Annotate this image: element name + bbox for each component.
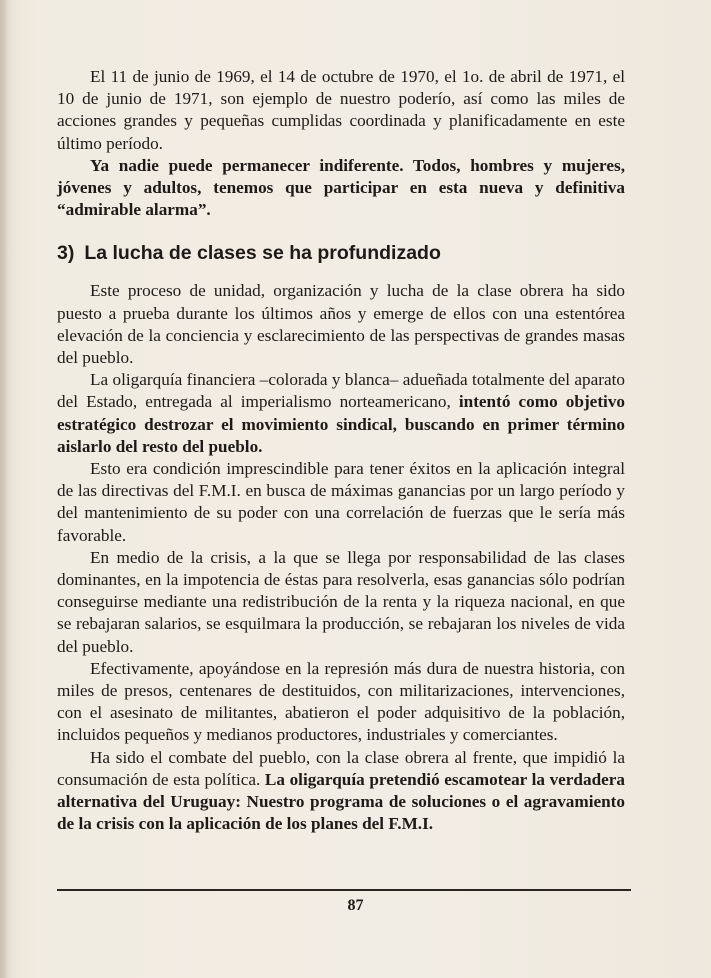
paragraph-6: En medio de la crisis, a la que se llega por responsabilidad de las clases dominantes, en la impotencia de éstas para resolverla, esas ganancias sólo podrían conseguirse mediante una redistribución de la renta y la riqueza nacional, en que se rebajaran salarios, se esquilmara la producción, se rebajaran los niveles de vida del pueblo. xyxy=(57,547,625,656)
paragraph-1: El 11 de junio de 1969, el 14 de octubre de 1970, el 1o. de abril de 1971, el 10 de junio de 1971, son ejemplo de nuestro poderío, así como las miles de acciones grandes y pequeñas cumplidas coordinada y planificadamente en este último período. xyxy=(57,67,625,153)
paragraph-4-normal: La oligarquía financiera –colorada y blanca– adueñada totalmente del aparato del Estado, entregada al imperialismo norteamericano, xyxy=(57,370,625,412)
paragraph-8-normal: Ha sido el combate del pueblo, con la clase obrera al frente, que impidió la consumación de esta política. xyxy=(57,747,625,789)
paragraph-8 xyxy=(57,747,625,836)
section-title: La lucha de clases se ha profundizado xyxy=(84,242,441,265)
section-heading xyxy=(57,241,625,265)
paragraph-4 xyxy=(57,369,625,458)
paragraph-4-bold: intentó como objetivo estratégico destrozar el movimiento sindical, buscando en primer término aislarlo del resto del pueblo. xyxy=(57,392,626,456)
paragraph-8-bold: La oligarquía pretendió escamotear la verdadera alternativa del Uruguay: Nuestro programa de soluciones o el agravamiento de la crisis con la aplicación de los planes del F.M.I. xyxy=(57,769,625,834)
body-text xyxy=(57,66,625,836)
paragraph-3: Este proceso de unidad, organización y lucha de la clase obrera ha sido puesto a prueba durante los últimos años y emerge de ellos con una estentórea elevación de la conciencia y esclarecimiento de las perspectivas de grandes masas del pueblo. xyxy=(57,281,625,368)
section-number: 3) xyxy=(57,242,75,265)
page-edge-shadow xyxy=(0,0,8,978)
paragraph-2: Ya nadie puede permanecer indiferente. Todos, hombres y mujeres, jóvenes y adultos, tenemos que participar en esta nueva y definitiva “admirable alarma”. xyxy=(57,155,625,220)
paragraph-7: Efectivamente, apoyándose en la represión más dura de nuestra historia, con miles de presos, centenares de destituidos, con militarizaciones, intervenciones, con el asesinato de militantes, abatieron el poder adquisitivo de la población, incluidos pequeños y medianos productores, industriales y comerciantes. xyxy=(57,658,625,745)
page-number: 87 xyxy=(347,897,364,914)
footer-rule xyxy=(57,889,631,891)
paragraph-5: Esto era condición imprescindible para tener éxitos en la aplicación integral de las directivas del F.M.I. en busca de máximas ganancias por un largo período y del mantenimiento de su poder con una correlación de fuerzas que le sería más favorable. xyxy=(57,459,625,545)
